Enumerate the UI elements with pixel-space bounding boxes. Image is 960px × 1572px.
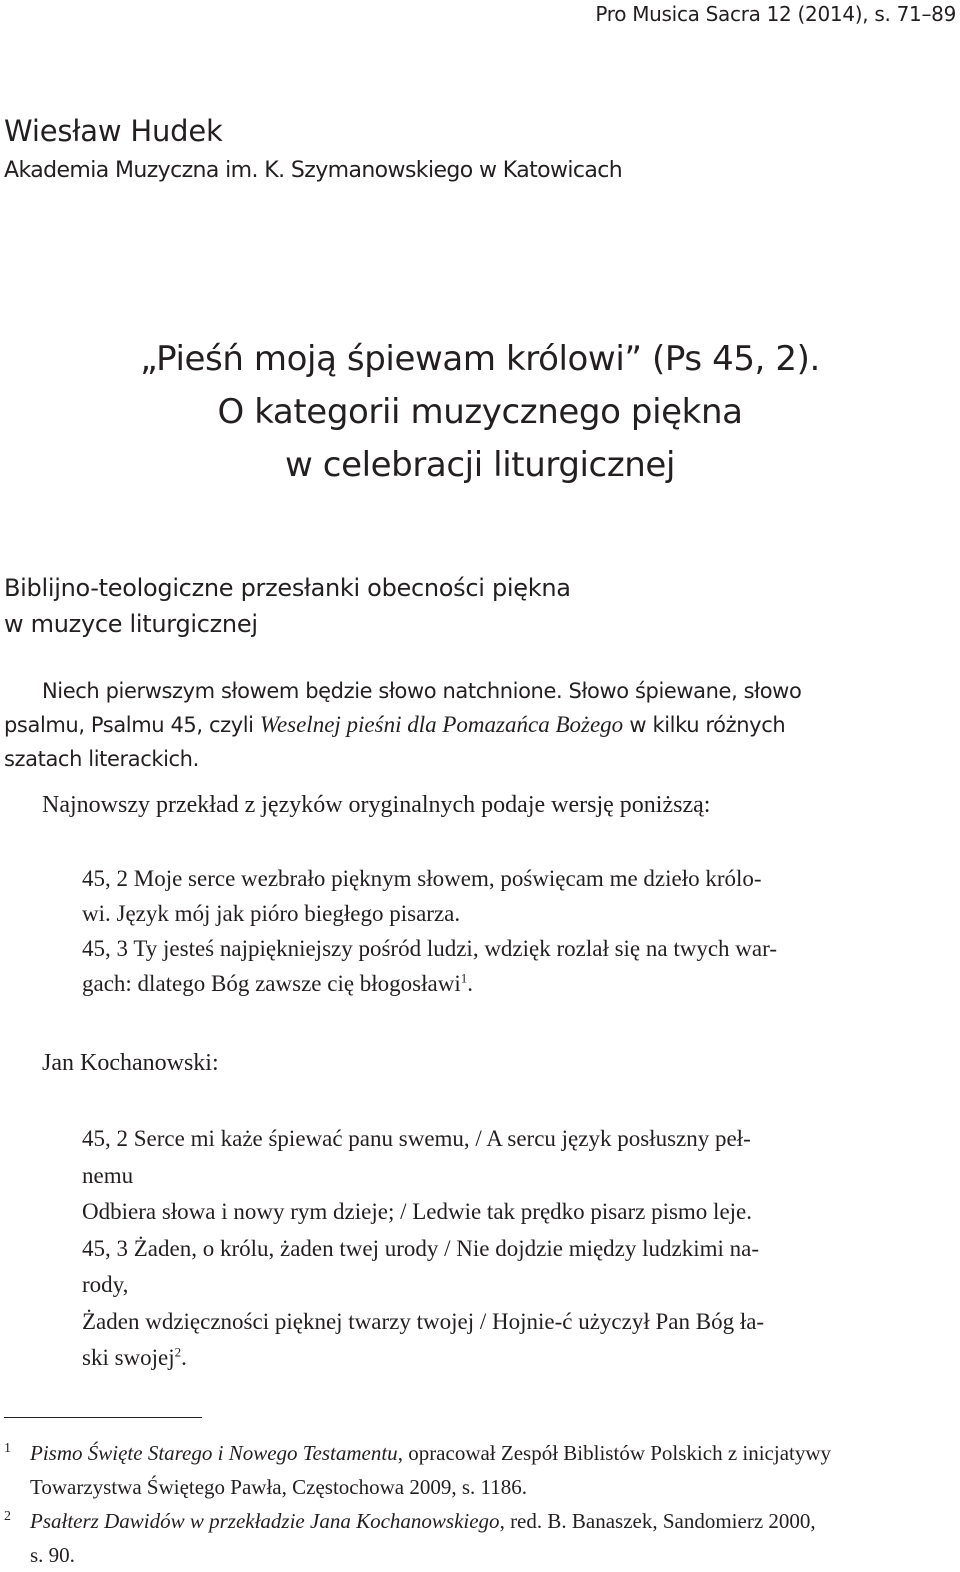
title-line: „Pieśń moją śpiewam królowi” (Ps 45, 2). xyxy=(140,339,820,379)
footnote-ref[interactable]: 1 xyxy=(460,970,468,986)
psalm-quote-kochanowski xyxy=(82,1121,764,1377)
paragraph-translation-intro xyxy=(4,788,956,822)
quote-line: Żaden wdzięczności pięknej twarzy twojej / Hojnie-ć użyczył Pan Bóg ła- xyxy=(82,1308,765,1334)
paragraph-line: szatach literackich. xyxy=(4,747,199,771)
paragraph-text: psalmu, Psalmu 45, czyli xyxy=(4,713,260,737)
quote-line xyxy=(82,966,777,1001)
quote-line: 45, 3 Żaden, o królu, żaden twej urody / Nie dojdzie między ludzkimi na- xyxy=(82,1235,760,1261)
paragraph-line: Niech pierwszym słowem będzie słowo natchnione. Słowo śpiewane, słowo xyxy=(42,679,802,703)
quote-line: 45, 2 Moje serce wezbrało pięknym słowem, poświęcam me dzieło królo- xyxy=(82,866,762,891)
quote-line xyxy=(82,1340,764,1377)
quote-line: wi. Język mój jak pióro biegłego pisarza. xyxy=(82,901,461,926)
footnote-text: , opracował Zespół Biblistów Polskich z inicjatywy xyxy=(397,1441,832,1465)
quote-line: rody, xyxy=(82,1272,129,1297)
footnote-divider xyxy=(4,1417,202,1418)
footnotes xyxy=(4,1436,956,1572)
footnote-number: 1 xyxy=(4,1441,11,1456)
quote-text: . xyxy=(467,971,473,996)
footnote-number: 2 xyxy=(4,1509,11,1524)
quote-line: Odbiera słowa i nowy rym dzieje; / Ledwie tak prędko pisarz pismo leje. xyxy=(82,1199,752,1224)
quote-line: nemu xyxy=(82,1162,134,1188)
footnote-line: Towarzystwa Świętego Pawła, Częstochowa 2009, s. 1186. xyxy=(30,1475,527,1499)
quote-text: . xyxy=(181,1345,187,1370)
section-heading xyxy=(4,570,571,642)
paragraph-line xyxy=(4,708,956,742)
section-heading-line: Biblijno-teologiczne przesłanki obecności piękna xyxy=(4,574,571,602)
quote-text: gach: dlatego Bóg zawsze cię błogosławi xyxy=(82,971,461,996)
paragraph-line: Najnowszy przekład z języków oryginalnych podaje wersję poniższą: xyxy=(42,792,711,818)
footnote-ref[interactable]: 2 xyxy=(174,1344,182,1360)
italic-text: Weselnej pieśni dla Pomazańca Bożego xyxy=(259,712,624,737)
kochanowski-intro: Jan Kochanowski: xyxy=(42,1050,219,1076)
footnote-line: s. 90. xyxy=(30,1543,75,1567)
psalm-quote-translation xyxy=(82,861,777,1001)
psalm-title-italic xyxy=(260,712,623,737)
footnote-text: , red. B. Banaszek, Sandomierz 2000, xyxy=(499,1509,816,1533)
section-heading-line: w muzyce liturgicznej xyxy=(4,610,258,638)
running-head: Pro Musica Sacra 12 (2014), s. 71–89 xyxy=(595,2,956,26)
footnote-italic-title: Psałterz Dawidów w przekładzie Jana Kochanowskiego xyxy=(30,1509,500,1533)
footnote-line xyxy=(30,1436,956,1470)
footnote-2 xyxy=(4,1504,956,1572)
quote-line: 45, 3 Ty jesteś najpiękniejszy pośród ludzi, wdzięk rozlał się na twych war- xyxy=(82,936,777,961)
author-name: Wiesław Hudek xyxy=(4,114,223,148)
title-line: O kategorii muzycznego piękna xyxy=(217,392,743,432)
footnote-italic-title: Pismo Święte Starego i Nowego Testamentu xyxy=(30,1441,398,1465)
footnote-line xyxy=(30,1504,956,1538)
title-line: w celebracji liturgicznej xyxy=(284,445,675,485)
quote-text: ski swojej xyxy=(82,1345,175,1370)
footnote-1 xyxy=(4,1436,956,1504)
author-affiliation: Akademia Muzyczna im. K. Szymanowskiego w Katowicach xyxy=(4,158,623,183)
quote-line: 45, 2 Serce mi każe śpiewać panu swemu, / A sercu język posłuszny peł- xyxy=(82,1126,751,1151)
paragraph-text: w kilku różnych xyxy=(623,713,786,737)
article-title xyxy=(0,333,960,492)
paragraph-intro xyxy=(4,674,956,776)
